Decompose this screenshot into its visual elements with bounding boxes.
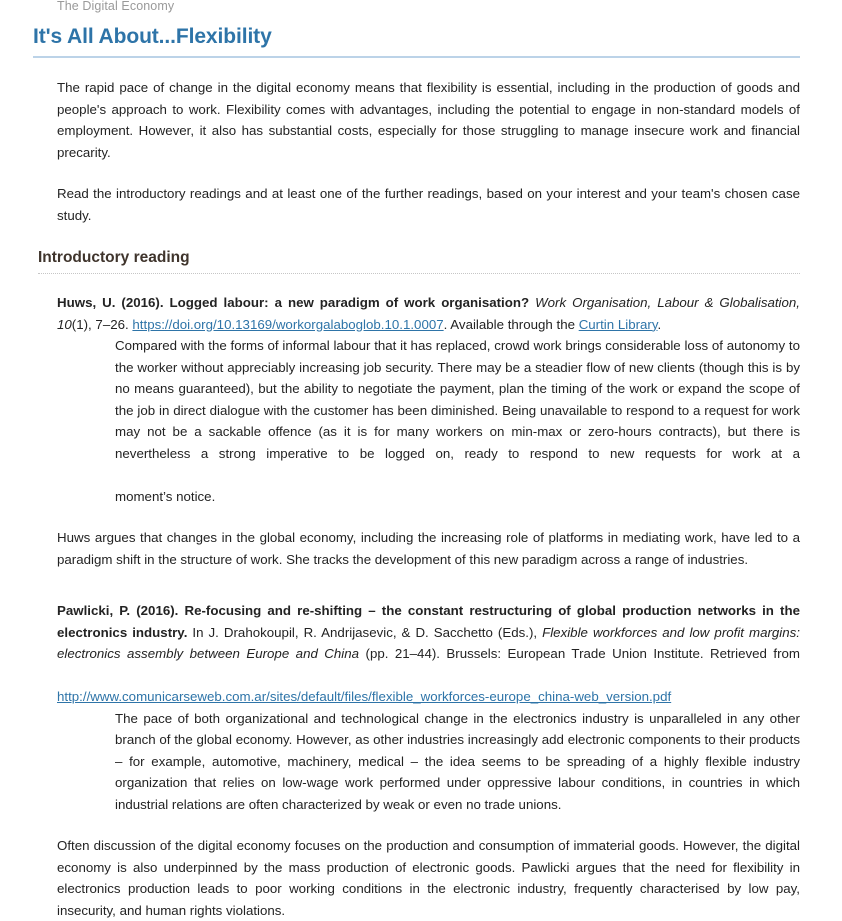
citation-huws-period: . — [657, 316, 662, 332]
citation-huws-title: Huws, U. (2016). Logged labour: a new paradigm of work organisation? — [57, 295, 530, 310]
section-heading-container — [0, 248, 842, 274]
readings-list — [0, 292, 842, 921]
summary-huws: Huws argues that changes in the global economy, including the increasing role of platforms in mediating work, have led to a paradigm shift in the structure of work. She tracks the development of this new paradigm across a range of industries. — [57, 530, 800, 567]
page-title-container — [0, 24, 842, 58]
citation-huws-available: . Available through the — [443, 316, 579, 332]
intro-paragraph-1: The rapid pace of change in the digital economy means that flexibility is essential, including in the production of goods and people's approach to work. Flexibility comes with advantages, including the potential to engage in non-standard models of employment. However, it also has substantial costs, especially for those struggling to manage insecure work and financial precarity. — [57, 80, 800, 160]
breadcrumb: The Digital Economy — [57, 0, 175, 13]
citation-pawlicki-editors: In J. Drahokoupil, R. Andrijasevic, & D. Sacchetto (Eds.), — [187, 624, 543, 640]
blockquote-huws — [57, 335, 800, 507]
pdf-url-link-pawlicki[interactable]: http://www.comunicarseweb.com.ar/sites/default/files/flexible_workforces-europe_china-web_version.pdf — [57, 689, 672, 704]
section-heading-introductory-reading: Introductory reading — [38, 248, 800, 274]
citation-pawlicki — [57, 600, 800, 708]
citation-huws — [57, 292, 800, 335]
summary-pawlicki: Often discussion of the digital economy focuses on the production and consumption of immaterial goods. However, the digital economy is also underpinned by the mass production of electronic goods. Pawlicki argues that the need for flexibility in electronics production leads to poor working conditions in the electronic industry, frequently characterised by low pay, insecurity, and human rights violations. — [57, 838, 800, 918]
citation-pawlicki-booktitle: Flexible workforces and low profit margins: electronics assembly between Europe and China — [57, 624, 800, 661]
doi-link-huws[interactable]: https://doi.org/10.13169/workorgalaboglob.10.1.0007 — [132, 316, 444, 332]
citation-pawlicki-title: Pawlicki, P. (2016). Re-focusing and re-shifting – the constant restructuring of global production networks in the electronics industry. — [57, 603, 800, 640]
citation-huws-pages: (1), 7–26. — [71, 316, 133, 332]
blockquote-pawlicki: The pace of both organizational and technological change in the electronics industry is unparalleled in any other branch of the global economy. However, as other industries increasingly add electronic components to their products – for example, automotive, machinery, medical – the idea seems to be spreading of a highly flexible industry organization that relies on low-wage work performed under oppressive labour conditions, in countries in which industrial relations are often characterized by weak or even no trade unions. — [115, 710, 800, 812]
blockquote-huws-body: Compared with the forms of informal labour that it has replaced, crowd work brings considerable loss of autonomy to the worker without appreciably increasing job security. There may be a steadier flow of new clients (though this is by no means guaranteed), but the ability to negotiate the payment, plan the timing of the work or expand the scope of the job in direct dialogue with the customer has been diminished. Being unavailable to respond to a request for work may not be a sackable offence (as it is for many workers on min-max or zero-hours contracts), but there is nevertheless a strong imperative to be logged on, ready to respond to new requests for work at a — [115, 338, 800, 461]
citation-huws-journal: Work Organisation, Labour & Globalisation, 10 — [57, 295, 800, 332]
intro-paragraph-2: Read the introductory readings and at least one of the further readings, based on your interest and your team's chosen case study. — [57, 186, 800, 223]
document-content — [0, 77, 842, 226]
page-title: It's All About...Flexibility — [33, 24, 800, 58]
citation-pawlicki-publisher: (pp. 21–44). Brussels: European Trade Union Institute. Retrieved from — [359, 646, 800, 661]
curtin-library-link[interactable]: Curtin Library — [578, 316, 658, 332]
blockquote-huws-last-line: moment’s notice. — [115, 488, 216, 504]
